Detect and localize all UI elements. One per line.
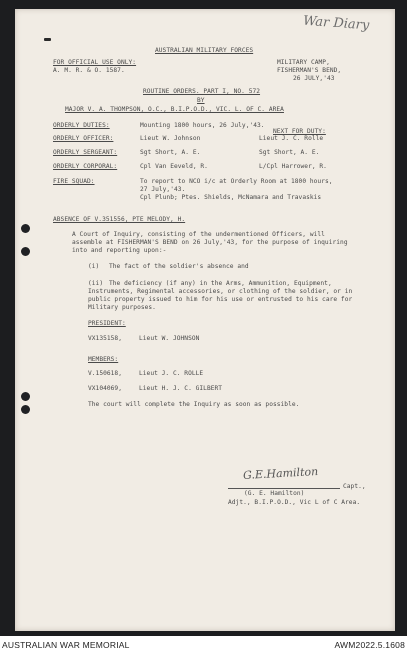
handwritten-signature: G.E.Hamilton <box>242 465 319 482</box>
president-heading: PRESIDENT: <box>88 320 126 327</box>
force-heading: AUSTRALIAN MILITARY FORCES <box>155 47 254 54</box>
binder-hole-lower-1 <box>21 392 30 401</box>
duty-row-current: Lieut W. Johnson <box>140 135 201 142</box>
next-for-duty-heading: NEXT FOR DUTY: <box>273 128 326 135</box>
orderly-duties-value: Mounting 1800 hours, 26 July,'43. <box>140 122 265 129</box>
item-2-number: (ii) <box>88 280 104 287</box>
camp-line-1: MILITARY CAMP, <box>277 59 330 66</box>
signatory-title: Adjt., B.I.P.O.D., Vic L of C Area. <box>228 499 361 506</box>
official-ref-line: A. M. R. & O. 1587. <box>53 67 125 74</box>
president-name: Lieut W. JOHNSON <box>139 335 200 342</box>
binder-hole-lower-2 <box>21 405 30 414</box>
member-number: V.150618, <box>88 370 122 377</box>
item-2-line: public property issued to him for his use or entrusted to his care for <box>88 296 353 303</box>
item-2-line: Military purposes. <box>88 304 156 311</box>
camp-date: 26 JULY,'43 <box>293 75 335 82</box>
inquiry-paragraph-line: assemble at FISHERMAN'S BEND on 26 July,'43, for the purpose of inquiring <box>72 239 348 246</box>
duty-row-current: Sgt Short, A. E. <box>140 149 201 156</box>
binder-hole-top <box>21 224 30 233</box>
handwritten-note: War Diary <box>302 13 370 34</box>
duty-row-next: L/Cpl Harrower, R. <box>259 163 327 170</box>
duty-row-label: ORDERLY SERGEANT: <box>53 149 118 156</box>
footer-bar <box>0 636 407 653</box>
item-1-number: (i) <box>88 263 100 270</box>
member-name: Lieut H. J. C. GILBERT <box>139 385 223 392</box>
item-2-line: The deficiency (if any) in the Arms, Ammunition, Equipment, <box>109 280 332 287</box>
signature-line <box>228 488 340 489</box>
duty-row-next: Lieut J. C. Rolle <box>259 135 324 142</box>
member-number: VX104069, <box>88 385 122 392</box>
duty-row-label: ORDERLY CORPORAL: <box>53 163 118 170</box>
members-heading: MEMBERS: <box>88 356 119 363</box>
official-use-line: FOR OFFICIAL USE ONLY: <box>53 59 137 66</box>
binder-hole-middle <box>21 247 30 256</box>
document-page <box>15 9 395 631</box>
binder-mark <box>44 38 51 41</box>
orderly-duties-label: ORDERLY DUTIES: <box>53 122 110 129</box>
orders-by: BY <box>197 97 205 104</box>
member-name: Lieut J. C. ROLLE <box>139 370 204 377</box>
duty-row-next: Sgt Short, A. E. <box>259 149 320 156</box>
item-1-text: The fact of the soldier's absence and <box>109 263 249 270</box>
signatory-name: (G. E. Hamilton) <box>244 490 305 497</box>
signatory-rank: Capt., <box>343 483 366 490</box>
item-2-line: Instruments, Regimental accessories, or clothing of the soldier, or in <box>88 288 353 295</box>
fire-squad-line: Cpl Plunb; Ptes. Shields, McNamara and Travaskis <box>140 194 322 201</box>
orders-authority: MAJOR V. A. THOMPSON, O.C., B.I.P.O.D., VIC. L. OF C. AREA <box>65 106 284 113</box>
fire-squad-label: FIRE SQUAD: <box>53 178 95 185</box>
inquiry-paragraph-line: A Court of Inquiry, consisting of the undermentioned Officers, will <box>72 231 325 238</box>
duty-row-label: ORDERLY OFFICER: <box>53 135 114 142</box>
inquiry-paragraph-line: into and reporting upon:- <box>72 247 167 254</box>
closing-line: The court will complete the Inquiry as soon as possible. <box>88 401 300 408</box>
absence-heading: ABSENCE OF V.351556, PTE MELODY, H. <box>53 216 186 223</box>
camp-line-2: FISHERMAN'S BEND, <box>277 67 342 74</box>
president-number: VX135158, <box>88 335 122 342</box>
orders-title: ROUTINE ORDERS. PART I, NO. 572 <box>143 88 261 95</box>
fire-squad-line: 27 July,'43. <box>140 186 186 193</box>
footer-institution: AUSTRALIAN WAR MEMORIAL <box>2 640 130 650</box>
fire-squad-line: To report to NCO i/c at Orderly Room at 1800 hours, <box>140 178 333 185</box>
footer-accession-number: AWM2022.5.1608 <box>334 640 405 650</box>
duty-row-current: Cpl Van Eeveld, R. <box>140 163 208 170</box>
